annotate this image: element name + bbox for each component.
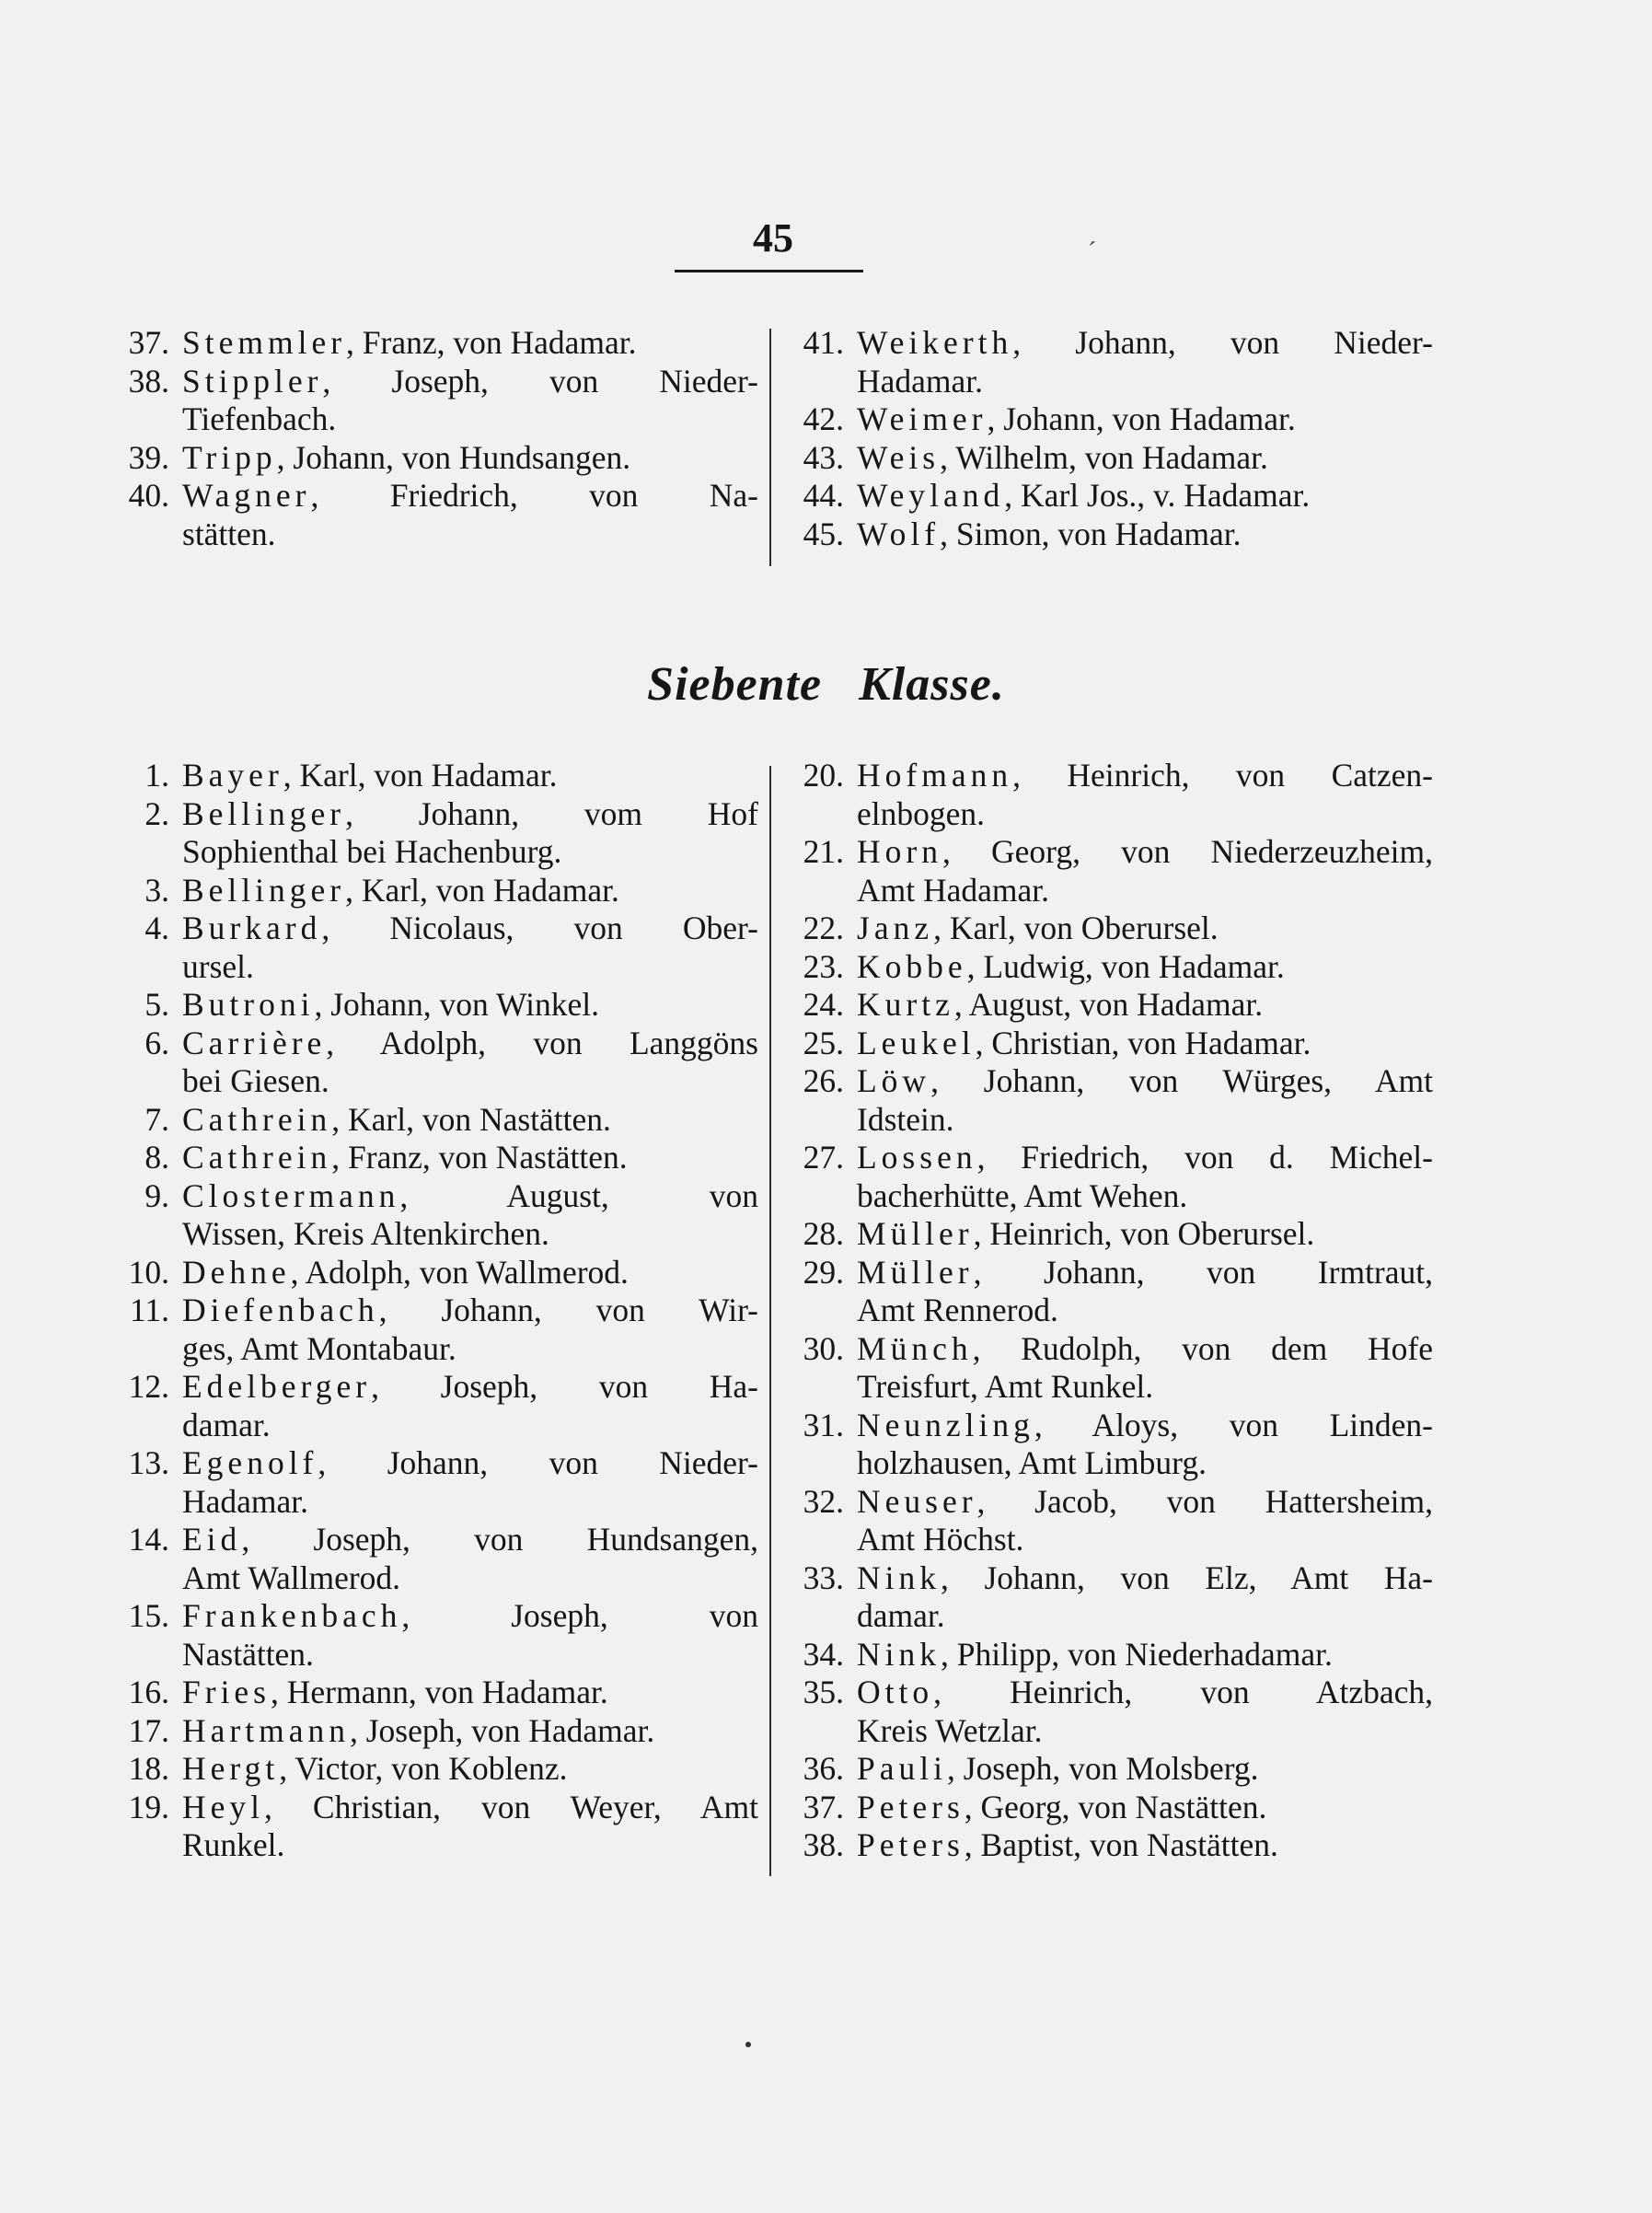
entry-text	[857, 1826, 1433, 1865]
entry-text	[857, 1215, 1433, 1254]
list-entry	[112, 1597, 758, 1674]
entry-number: 29.	[803, 1253, 844, 1291]
entry-detail: Wissen, Kreis Altenkirchen.	[182, 1215, 549, 1252]
section-heading	[0, 657, 1652, 712]
surname: Cathrein	[182, 1100, 332, 1138]
entry-number: 38.	[128, 362, 169, 400]
entry-continuation	[857, 1521, 1433, 1559]
entry-detail: , Friedrich, von d. Michel-	[976, 1139, 1433, 1176]
entry-text	[182, 1025, 758, 1063]
surname: Hartmann	[182, 1711, 350, 1749]
entry-detail: Sophienthal bei Hachenburg.	[182, 833, 562, 870]
surname: Müller	[857, 1253, 974, 1291]
entry-continuation	[857, 1368, 1433, 1407]
entry-detail: Idstein.	[857, 1100, 954, 1138]
entry-detail: , Karl, von Nastätten.	[331, 1100, 611, 1138]
surname: Clostermann	[182, 1176, 400, 1214]
entry-number: 23.	[803, 947, 844, 985]
entry-detail: ges, Amt Montabaur.	[182, 1329, 456, 1367]
list-entry	[112, 872, 758, 910]
main-column-divider	[769, 766, 771, 1876]
entry-detail: , Joseph, von Hadamar.	[349, 1711, 655, 1749]
entry-number: 21.	[803, 833, 844, 870]
entry-text	[857, 1025, 1433, 1063]
entry-detail: , Johann, von Wir-	[378, 1292, 758, 1328]
surname: Lossen	[857, 1139, 977, 1176]
entry-text	[857, 948, 1433, 987]
entry-text	[182, 1674, 758, 1712]
surname: Bayer	[182, 757, 283, 794]
list-entry	[787, 1483, 1433, 1559]
entry-number: 39.	[128, 438, 169, 476]
entry-detail: , Joseph, von Hundsangen,	[241, 1521, 758, 1558]
list-entry	[787, 1789, 1433, 1827]
entry-continuation	[182, 833, 758, 872]
entry-detail: , Nicolaus, von Ober-	[321, 910, 758, 946]
entry-detail: , Johann, von Elz, Amt Ha-	[941, 1558, 1433, 1596]
list-entry	[787, 1559, 1433, 1636]
entry-number: 15.	[128, 1597, 169, 1634]
entry-detail: , Christian, von Hadamar.	[975, 1024, 1311, 1061]
list-entry	[787, 986, 1433, 1025]
surname: Otto	[857, 1674, 934, 1710]
entry-detail: , Johann, von Irmtraut,	[973, 1253, 1433, 1291]
entry-detail: Hadamar.	[857, 362, 984, 400]
surname: Edelberger	[182, 1368, 372, 1405]
ink-dot	[745, 2042, 751, 2047]
top-column-divider	[769, 329, 771, 566]
entry-detail: , Joseph, von Molsberg.	[946, 1750, 1259, 1787]
entry-detail: , Friedrich, von Na-	[310, 477, 758, 514]
surname: Kobbe	[857, 947, 967, 985]
entry-detail: , Philipp, von Niederhadamar.	[941, 1635, 1333, 1673]
entry-text	[182, 1750, 758, 1789]
entry-number: 33.	[803, 1558, 844, 1596]
surname: Müller	[857, 1215, 974, 1252]
entry-detail: Kreis Wetzlar.	[857, 1711, 1043, 1749]
surname: Leukel	[857, 1024, 976, 1061]
entry-detail: , Johann, von Winkel.	[314, 986, 599, 1023]
list-entry	[112, 757, 758, 795]
entry-detail: , August, von	[399, 1176, 758, 1214]
entry-number: 27.	[803, 1139, 844, 1176]
entry-number: 40.	[128, 477, 169, 514]
entry-text	[182, 1712, 758, 1751]
list-entry	[112, 1177, 758, 1254]
surname: Cathrein	[182, 1139, 332, 1176]
entry-continuation	[182, 1215, 758, 1254]
list-entry	[787, 910, 1433, 948]
entry-number: 5.	[144, 986, 169, 1023]
entry-detail: , Aloys, von Linden-	[1034, 1406, 1433, 1443]
list-entry	[112, 1368, 758, 1444]
list-entry	[787, 400, 1433, 439]
list-entry	[112, 1292, 758, 1368]
entry-detail: stätten.	[182, 515, 276, 552]
list-entry	[787, 757, 1433, 833]
entry-number: 16.	[128, 1674, 169, 1710]
surname: Weyland	[857, 477, 1005, 514]
entry-text	[182, 324, 758, 363]
entry-text	[182, 439, 758, 478]
entry-detail: Amt Wallmerod.	[182, 1558, 401, 1596]
entry-text	[182, 1521, 758, 1559]
list-entry	[787, 948, 1433, 987]
entry-continuation	[182, 1330, 758, 1369]
entry-number: 31.	[803, 1406, 844, 1443]
list-entry	[787, 1025, 1433, 1063]
entry-text	[857, 1636, 1433, 1674]
page-number: 45	[753, 215, 793, 261]
entry-continuation	[857, 1101, 1433, 1140]
surname: Nink	[857, 1635, 941, 1673]
top-right-column	[787, 324, 1433, 553]
surname: Carrière	[182, 1024, 327, 1061]
entry-text	[182, 1292, 758, 1330]
entry-detail: , Franz, von Nastätten.	[331, 1139, 628, 1176]
entry-text	[182, 1368, 758, 1407]
surname: Münch	[857, 1329, 973, 1367]
entry-continuation	[857, 795, 1433, 834]
list-entry	[787, 1254, 1433, 1330]
entry-detail: , Hermann, von Hadamar.	[271, 1674, 608, 1710]
entry-detail: , Johann, vom Hof	[345, 794, 758, 832]
entry-text	[857, 1254, 1433, 1292]
list-entry	[787, 1062, 1433, 1139]
entry-continuation	[182, 948, 758, 987]
list-entry	[112, 986, 758, 1025]
entry-detail: Runkel.	[182, 1826, 285, 1863]
entry-continuation	[857, 872, 1433, 910]
entry-text	[857, 1062, 1433, 1101]
entry-number: 22.	[803, 910, 844, 946]
surname: Frankenbach	[182, 1597, 402, 1634]
main-left-column	[112, 757, 758, 1865]
entry-detail: , Johann, von Nieder-	[318, 1444, 758, 1481]
entry-detail: , Baptist, von Nastätten.	[964, 1826, 1278, 1863]
surname: Heyl	[182, 1788, 265, 1825]
entry-number: 44.	[803, 477, 844, 514]
entry-text	[857, 1750, 1433, 1789]
entry-text	[857, 910, 1433, 948]
entry-detail: , Ludwig, von Hadamar.	[966, 947, 1285, 985]
surname: Löw	[857, 1062, 931, 1099]
entry-number: 11.	[129, 1292, 169, 1328]
entry-detail: Tiefenbach.	[182, 400, 337, 437]
entry-number: 6.	[144, 1024, 169, 1061]
entry-continuation	[182, 1062, 758, 1101]
entry-continuation	[857, 1177, 1433, 1216]
entry-detail: , Heinrich, von Oberursel.	[973, 1215, 1315, 1252]
entry-detail: , Johann, von Nieder-	[1012, 324, 1433, 361]
list-entry	[112, 1444, 758, 1521]
entry-detail: , Johann, von Würges, Amt	[930, 1062, 1433, 1099]
entry-text	[857, 439, 1433, 478]
list-entry	[112, 1750, 758, 1789]
entry-detail: , Karl, von Hadamar.	[345, 871, 619, 909]
entry-text	[182, 872, 758, 910]
entry-detail: , Johann, von Hadamar.	[987, 400, 1296, 437]
entry-detail: bacherhütte, Amt Wehen.	[857, 1176, 1188, 1214]
entry-detail: Treisfurt, Amt Runkel.	[857, 1368, 1154, 1405]
entry-number: 17.	[128, 1711, 169, 1749]
surname: Pauli	[857, 1750, 947, 1787]
entry-number: 19.	[128, 1788, 169, 1825]
entry-text	[857, 1139, 1433, 1177]
entry-text	[182, 910, 758, 948]
list-entry	[787, 833, 1433, 910]
entry-number: 34.	[803, 1635, 844, 1673]
entry-text	[182, 1597, 758, 1636]
entry-continuation	[182, 1483, 758, 1522]
entry-continuation	[857, 1292, 1433, 1330]
list-entry	[787, 1636, 1433, 1674]
entry-text	[182, 1177, 758, 1216]
surname: Weimer	[857, 400, 988, 437]
list-entry	[112, 324, 758, 363]
entry-number: 4.	[144, 910, 169, 946]
surname: Wolf	[857, 515, 941, 552]
entry-text	[857, 477, 1433, 516]
entry-detail: , Christian, von Weyer, Amt	[264, 1788, 758, 1825]
entry-detail: , Wilhelm, von Hadamar.	[940, 438, 1268, 476]
surname: Neunzling	[857, 1406, 1034, 1443]
entry-detail: , Victor, von Koblenz.	[279, 1750, 568, 1787]
surname: Diefenbach	[182, 1292, 379, 1328]
entry-number: 20.	[803, 757, 844, 794]
list-entry	[112, 1101, 758, 1140]
entry-number: 2.	[144, 794, 169, 832]
heading-word-2: Klasse.	[859, 658, 1005, 711]
entry-detail: , Jacob, von Hattersheim,	[976, 1482, 1433, 1520]
list-entry	[787, 1330, 1433, 1407]
list-entry	[112, 477, 758, 553]
entry-detail: , Heinrich, von Atzbach,	[933, 1674, 1433, 1710]
entry-number: 36.	[803, 1750, 844, 1787]
entry-continuation	[182, 1559, 758, 1598]
entry-number: 12.	[128, 1368, 169, 1405]
entry-number: 42.	[803, 400, 844, 437]
list-entry	[787, 516, 1433, 554]
entry-continuation	[182, 1636, 758, 1674]
list-entry	[112, 439, 758, 478]
entry-text	[182, 757, 758, 795]
entry-text	[857, 986, 1433, 1025]
surname: Nink	[857, 1558, 941, 1596]
surname: Kurtz	[857, 986, 954, 1023]
surname: Tripp	[182, 438, 277, 476]
entry-detail: , Karl, von Hadamar.	[283, 757, 558, 794]
entry-text	[857, 1789, 1433, 1827]
surname: Weikerth	[857, 324, 1013, 361]
entry-text	[182, 363, 758, 401]
entry-text	[857, 1559, 1433, 1598]
entry-text	[182, 1101, 758, 1140]
entry-text	[182, 1254, 758, 1292]
surname: Stippler	[182, 362, 323, 400]
entry-detail: , August, von Hadamar.	[953, 986, 1264, 1023]
entry-text	[182, 1139, 758, 1177]
entry-detail: Amt Höchst.	[857, 1521, 1024, 1558]
entry-number: 10.	[128, 1253, 169, 1291]
page-number-rule	[675, 270, 863, 272]
entry-detail: holzhausen, Amt Limburg.	[857, 1444, 1207, 1481]
surname: Fries	[182, 1674, 271, 1710]
ink-mark: ´	[1088, 238, 1097, 266]
list-entry	[112, 1674, 758, 1712]
entry-detail: , Karl Jos., v. Hadamar.	[1004, 477, 1311, 514]
entry-detail: Amt Hadamar.	[857, 871, 1049, 909]
list-entry	[112, 1139, 758, 1177]
list-entry	[112, 1521, 758, 1597]
surname: Wagner	[182, 477, 311, 514]
entry-detail: , Georg, von Niederzeuzheim,	[942, 833, 1433, 870]
entry-number: 9.	[144, 1176, 169, 1214]
entry-number: 37.	[128, 324, 169, 361]
entry-continuation	[182, 1407, 758, 1445]
surname: Horn	[857, 833, 942, 870]
surname: Egenolf	[182, 1444, 318, 1481]
surname: Butroni	[182, 986, 315, 1023]
surname: Peters	[857, 1826, 965, 1863]
entry-detail: , Joseph, von	[401, 1597, 758, 1634]
list-entry	[112, 910, 758, 986]
list-entry	[112, 795, 758, 872]
list-entry	[112, 1254, 758, 1292]
heading-word-1: Siebente	[647, 658, 823, 711]
entry-number: 26.	[803, 1062, 844, 1099]
list-entry	[787, 1826, 1433, 1865]
entry-detail: , Simon, von Hadamar.	[940, 515, 1242, 552]
entry-number: 32.	[803, 1482, 844, 1520]
entry-detail: bei Giesen.	[182, 1062, 329, 1099]
list-entry	[787, 324, 1433, 400]
entry-detail: , Adolph, von Langgöns	[326, 1024, 758, 1061]
surname: Bellinger	[182, 794, 346, 832]
entry-text	[857, 1330, 1433, 1369]
entry-number: 43.	[803, 438, 844, 476]
list-entry	[112, 1789, 758, 1865]
entry-number: 14.	[128, 1521, 169, 1558]
entry-detail: , Johann, von Hundsangen.	[276, 438, 631, 476]
surname: Stemmler	[182, 324, 347, 361]
surname: Weis	[857, 438, 941, 476]
surname: Bellinger	[182, 871, 346, 909]
surname: Neuser	[857, 1482, 977, 1520]
entry-number: 3.	[144, 871, 169, 909]
surname: Hofmann	[857, 757, 1013, 794]
entry-continuation	[182, 1826, 758, 1865]
entry-detail: damar.	[857, 1597, 945, 1634]
list-entry	[112, 1025, 758, 1101]
list-entry	[787, 1215, 1433, 1254]
entry-detail: Nastätten.	[182, 1635, 314, 1673]
entry-continuation	[857, 363, 1433, 401]
surname: Dehne	[182, 1253, 291, 1291]
entry-text	[857, 1483, 1433, 1522]
entry-number: 13.	[128, 1444, 169, 1481]
entry-detail: , Franz, von Hadamar.	[346, 324, 637, 361]
list-entry	[787, 1674, 1433, 1750]
list-entry	[787, 439, 1433, 478]
entry-number: 38.	[803, 1826, 844, 1863]
entry-detail: , Rudolph, von dem Hofe	[972, 1329, 1433, 1367]
entry-number: 30.	[803, 1329, 844, 1367]
entry-detail: damar.	[182, 1406, 271, 1443]
list-entry	[787, 477, 1433, 516]
entry-number: 8.	[144, 1139, 169, 1176]
entry-detail: , Georg, von Nastätten.	[964, 1788, 1267, 1825]
surname: Hergt	[182, 1750, 280, 1787]
entry-number: 28.	[803, 1215, 844, 1252]
entry-number: 45.	[803, 515, 844, 552]
list-entry	[787, 1750, 1433, 1789]
list-entry	[112, 1712, 758, 1751]
entry-text	[857, 516, 1433, 554]
entry-number: 41.	[803, 324, 844, 361]
entry-detail: Hadamar.	[182, 1482, 309, 1520]
entry-text	[857, 833, 1433, 872]
entry-number: 1.	[144, 757, 169, 794]
entry-detail: Amt Rennerod.	[857, 1292, 1058, 1328]
entry-number: 7.	[144, 1100, 169, 1138]
surname: Janz	[857, 910, 934, 946]
list-entry	[787, 1139, 1433, 1215]
entry-detail: elnbogen.	[857, 794, 986, 832]
entry-text	[182, 986, 758, 1025]
entry-detail: , Heinrich, von Catzen-	[1012, 757, 1433, 794]
surname: Peters	[857, 1788, 965, 1825]
entry-continuation	[857, 1597, 1433, 1636]
entry-text	[857, 757, 1433, 795]
entry-number: 37.	[803, 1788, 844, 1825]
main-right-column	[787, 757, 1433, 1865]
entry-continuation	[857, 1444, 1433, 1483]
entry-continuation	[182, 516, 758, 554]
entry-text	[857, 400, 1433, 439]
entry-number: 25.	[803, 1024, 844, 1061]
entry-text	[857, 1674, 1433, 1712]
entry-text	[182, 795, 758, 834]
entry-number: 24.	[803, 986, 844, 1023]
list-entry	[787, 1407, 1433, 1483]
entry-text	[182, 1444, 758, 1483]
entry-detail: , Joseph, von Ha-	[371, 1368, 758, 1405]
entry-continuation	[857, 1712, 1433, 1751]
entry-continuation	[182, 400, 758, 439]
entry-number: 35.	[803, 1674, 844, 1710]
entry-detail: , Adolph, von Wallmerod.	[290, 1253, 629, 1291]
surname: Eid	[182, 1521, 242, 1558]
entry-detail: ursel.	[182, 947, 254, 985]
top-left-column	[112, 324, 758, 553]
entry-detail: , Joseph, von Nieder-	[322, 362, 758, 400]
entry-number: 18.	[128, 1750, 169, 1787]
surname: Burkard	[182, 910, 322, 946]
entry-text	[857, 324, 1433, 363]
entry-text	[857, 1407, 1433, 1445]
entry-text	[182, 477, 758, 516]
entry-text	[182, 1789, 758, 1827]
list-entry	[112, 363, 758, 439]
entry-detail: , Karl, von Oberursel.	[933, 910, 1219, 946]
